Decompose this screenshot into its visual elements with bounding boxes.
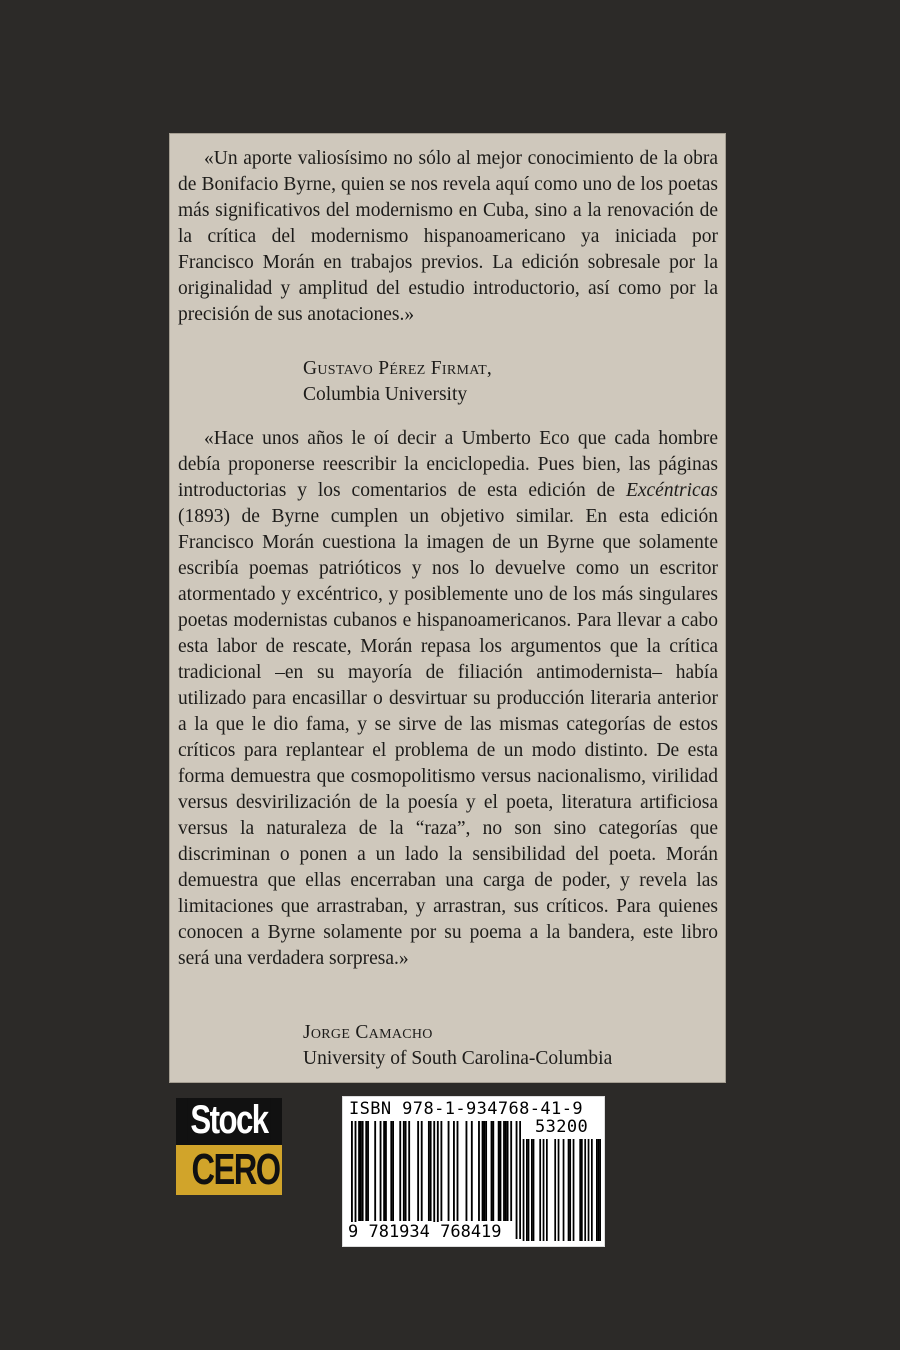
back-cover-panel [169,133,726,1083]
price-barcode-bar [533,1139,535,1241]
barcode-bar [374,1121,376,1221]
barcode-bar [471,1121,473,1221]
logo-word-cero [176,1142,282,1195]
barcode-bar [466,1121,468,1221]
barcode-bar [390,1121,392,1221]
barcode-bar [457,1121,459,1221]
barcode-guard-bar [516,1121,518,1239]
barcode-bar [385,1121,387,1221]
price-barcode-bar [554,1139,556,1241]
isbn-barcode [342,1096,605,1247]
blurb-affiliation-2: University of South Carolina-Columbia [303,1048,613,1069]
barcode-bar [403,1121,405,1221]
blurb-affiliation-1: Columbia University [303,384,468,405]
price-barcode-bar [581,1139,583,1241]
isbn-label: ISBN 978-1-934768-41-9 [349,1099,583,1119]
barcode-bar [491,1121,493,1221]
barcode-bar [428,1121,430,1221]
barcode-bar [485,1121,487,1221]
barcode-bar [440,1121,442,1221]
price-barcode-bar [539,1139,541,1241]
barcode-bar [367,1121,369,1221]
barcode-bar [392,1121,394,1221]
blurb-quote-2 [178,426,718,972]
price-barcode-bar [543,1139,545,1241]
barcode-bar [503,1121,505,1221]
barcode-bar [380,1121,382,1221]
price-barcode-bar [599,1139,601,1241]
book-title-italic: Excéntricas [625,480,718,501]
price-barcode-bar [596,1139,598,1241]
price-barcode-bar [568,1139,570,1241]
barcode-bar [505,1121,507,1221]
barcode-bar [383,1121,385,1221]
barcode-bar [399,1121,401,1221]
barcode-bar [510,1121,512,1221]
price-barcode-bar [528,1139,530,1241]
price-barcode-bar [579,1139,581,1241]
blurb-quote-2-part2: (1893) de Byrne cumplen un objetivo similar. En esta edición Francisco Morán cuestiona la imagen de un Byrne que solamente escribía poemas patrióticos y nos lo devuelve como un escritor atormentado y excéntrico, y posiblemente uno de los más singulares poetas modernistas cubanos e hispanoamericanos. Para llevar a cabo esta labor de rescate, Morán repasa los argumentos que la crítica tradicional –en su mayoría de filiación antimodernista– había utilizado para encasillar o desvirtuar su producción literaria anterior a la que le dio fama, y se sirve de las mismas categorías de estos críticos para replantear el problema de un modo distinto. De esta forma demuestra que cosmopolitismo versus nacionalismo, virilidad versus desvirilización de la poesía y el poeta, literatura artificiosa versus la naturaleza de la “raza”, no son sino categorías que discriminan o ponen a un lado la sensibilidad del poeta. Morán demuestra que ellas encerraban una carga de poder, y revela las limitaciones que arrastraban, y arrastran, sus críticos. Para quienes conocen a Byrne solamente por su poema a la bandera, este libro será una verdadera sorpresa.» [178,506,718,969]
barcode-bar [405,1121,407,1221]
barcode-bar [430,1121,432,1221]
barcode-bar [483,1121,485,1221]
barcode-bar [362,1121,364,1221]
blurb-quote-1: «Un aporte valiosísimo no sólo al mejor conocimiento de la obra de Bonifacio Byrne, quien se nos revela aquí como uno de los poetas más significativos del modernismo en Cuba, sino a la renovación de la crítica del modernismo hispanoamericano ya iniciada por Francisco Morán en trabajos previos. La edición sobresale por la originalidad y amplitud del estudio introductorio, así como por la precisión de sus anotaciones.» [178,148,718,325]
price-barcode-bar [526,1139,528,1241]
barcode-bar [453,1121,455,1221]
barcode-bar [500,1121,502,1221]
ean-digits: 9 781934 768419 [348,1222,502,1242]
barcode-bar [482,1121,484,1221]
price-barcode-bar [598,1139,600,1241]
price-barcode-bar [584,1139,586,1241]
price-barcode-bar [591,1139,593,1241]
barcode-bar [358,1121,360,1221]
barcode-bar [360,1121,362,1221]
barcode-bar [498,1121,500,1221]
blurb-attribution-2 [303,1020,723,1072]
price-barcode-bar [588,1139,590,1241]
stockcero-logo [176,1098,282,1195]
barcode-bar [365,1121,367,1221]
price-barcode-bar [573,1139,575,1241]
barcode-bar [408,1121,410,1221]
price-barcode-bar [569,1139,571,1241]
barcode-bar [417,1121,419,1221]
price-barcode-bar [563,1139,565,1241]
barcode-bar [478,1121,480,1221]
price-barcode-bar [558,1139,560,1241]
blurb-author-1: Gustavo Pérez Firmat, [303,358,493,379]
barcode-bar [421,1121,423,1221]
barcode-bar [507,1121,509,1221]
blurb-quote-2-part1: «Hace unos años le oí decir a Umberto Eco que cada hombre debía proponerse reescribir la enciclopedia. Pues bien, las páginas introductorias y los comentarios de esta edición de [178,428,718,501]
blurb-author-2: Jorge Camacho [303,1022,433,1043]
price-barcode-bar [531,1139,533,1241]
price-code: 53200 [535,1117,589,1137]
barcode-bar [448,1121,450,1221]
blurb-attribution-1 [303,356,723,408]
logo-word-stock: Stock [188,1098,271,1142]
price-barcode-bar [546,1139,548,1241]
price-barcode-bars [521,1139,601,1241]
barcode-bar [492,1121,494,1221]
price-barcode-bar [523,1139,525,1241]
logo-word-cero-text: CERO [191,1145,280,1194]
